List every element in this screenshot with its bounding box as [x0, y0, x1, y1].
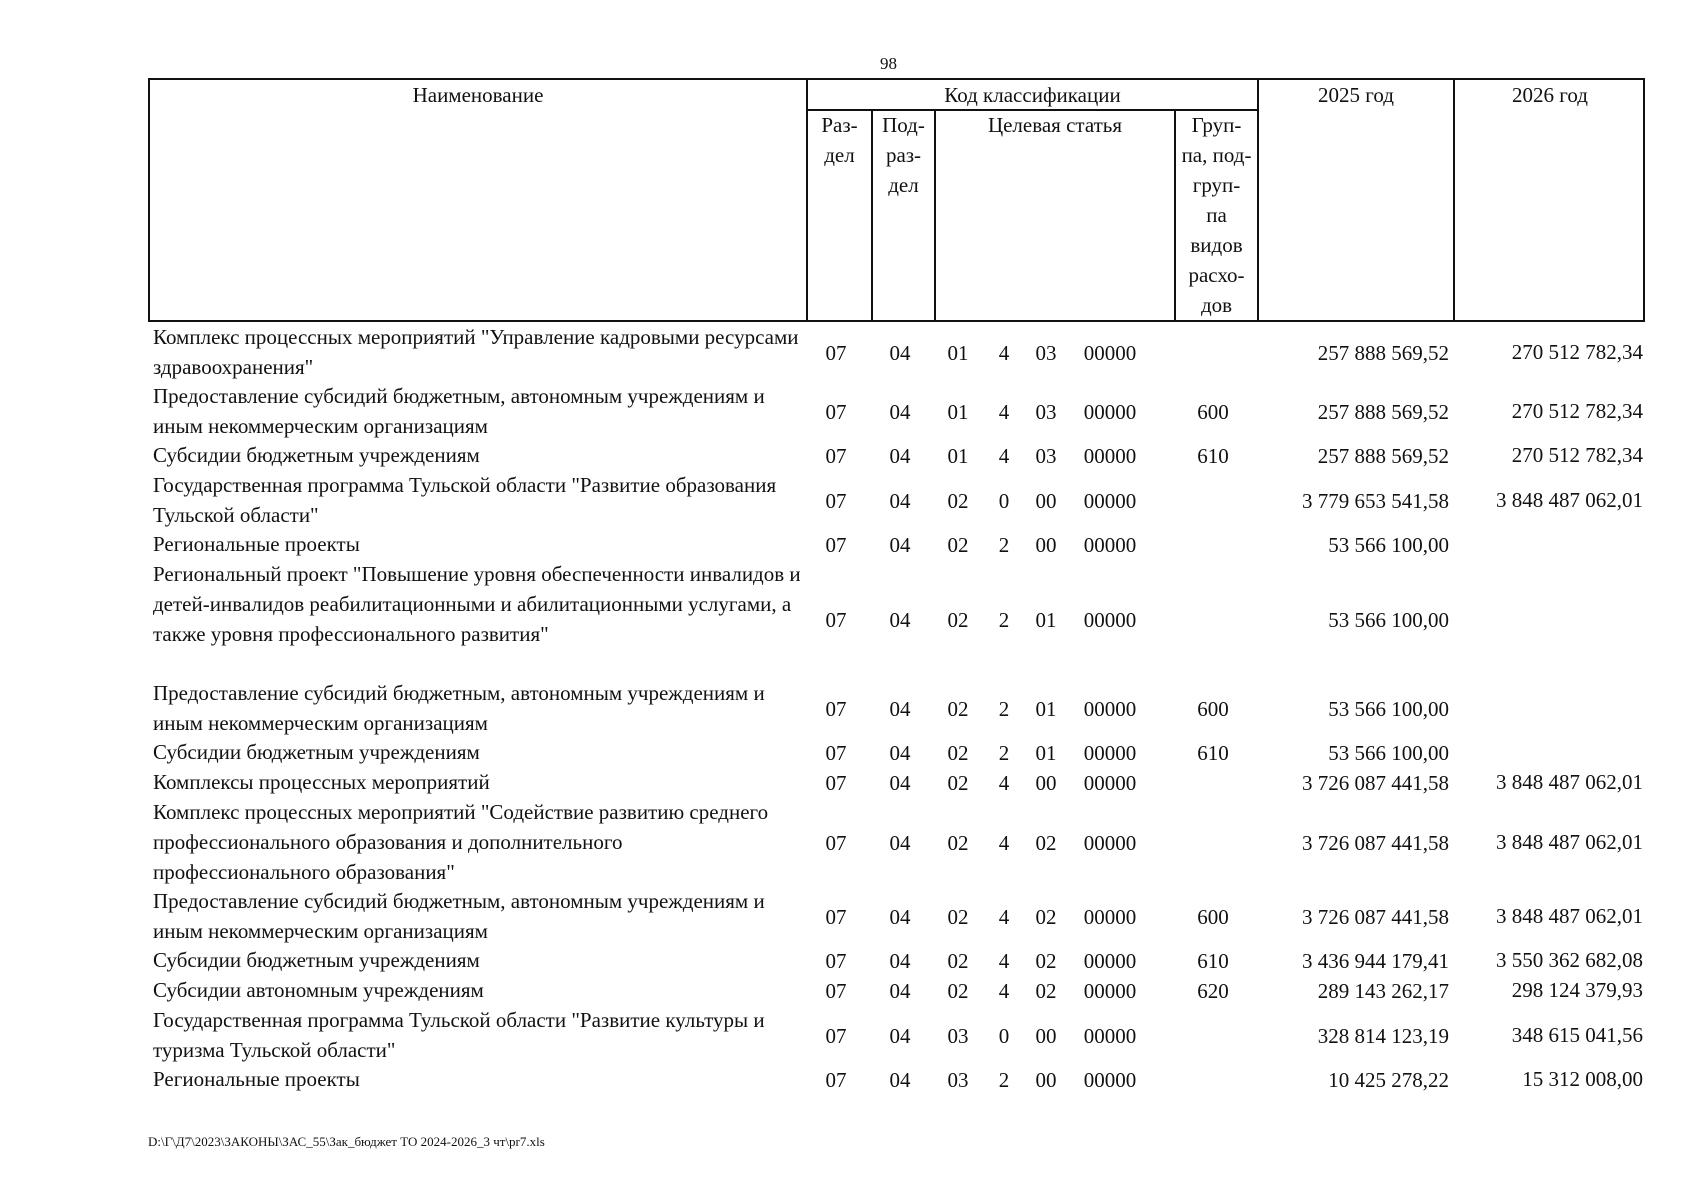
row-name: Субсидии бюджетным учреждениям: [153, 740, 480, 764]
table-row: [148, 470, 1645, 529]
row-code-t3: 00: [1035, 533, 1057, 557]
row-amount-2026: 3 550 362 682,08: [1496, 948, 1643, 972]
row-code-vr: 620: [1197, 979, 1229, 1003]
table-row: [148, 381, 1645, 440]
row-code-t1: 02: [947, 489, 969, 513]
row-amount-2026: 270 512 782,34: [1511, 340, 1643, 364]
row-code-t3: 01: [1035, 741, 1057, 765]
row-code-t3: 01: [1035, 697, 1057, 721]
row-name: Региональные проекты: [153, 532, 360, 556]
row-code-t4: 00000: [1083, 831, 1137, 855]
row-code-t1: 02: [947, 771, 969, 795]
row-code-pr: 04: [889, 608, 911, 632]
row-code-rz: 07: [825, 1024, 847, 1048]
divider: [934, 109, 936, 320]
row-code-pr: 04: [889, 697, 911, 721]
row-code-t1: 02: [947, 741, 969, 765]
header-razdel: Раз- дел: [821, 113, 858, 167]
divider: [1257, 80, 1259, 320]
page-number: 98: [880, 54, 897, 73]
row-code-t1: 03: [947, 1068, 969, 1092]
row-name: Предоставление субсидий бюджетным, автономным учреждениям и иным некоммерческим организациям: [153, 889, 765, 943]
row-name: Предоставление субсидий бюджетным, автономным учреждениям и иным некоммерческим организациям: [153, 384, 765, 438]
header-2026: 2026 год: [1512, 83, 1588, 107]
row-code-t3: 00: [1035, 771, 1057, 795]
row-code-pr: 04: [889, 533, 911, 557]
row-code-rz: 07: [825, 489, 847, 513]
row-amount-2026: 3 848 487 062,01: [1496, 770, 1643, 794]
table-row: [148, 737, 1645, 767]
row-code-t3: 03: [1035, 400, 1057, 424]
row-code-rz: 07: [825, 771, 847, 795]
row-code-vr: 600: [1197, 905, 1229, 929]
row-amount-2025: 257 888 569,52: [1317, 444, 1449, 468]
row-code-t4: 00000: [1083, 1024, 1137, 1048]
row-code-rz: 07: [825, 1068, 847, 1092]
row-name: Региональные проекты: [153, 1067, 360, 1091]
row-code-t1: 02: [947, 949, 969, 973]
row-code-t4: 00000: [1083, 741, 1137, 765]
row-amount-2025: 289 143 262,17: [1317, 979, 1449, 1003]
row-name: Государственная программа Тульской области "Развитие культуры и туризма Тульской области": [153, 1008, 765, 1062]
row-name: Комплекс процессных мероприятий "Содействие развитию среднего профессионального образования и дополнительного профессионального образования": [153, 800, 769, 884]
row-code-t4: 00000: [1083, 949, 1137, 973]
row-code-t4: 00000: [1083, 1068, 1137, 1092]
table-row: [148, 767, 1645, 797]
row-code-t2: 4: [998, 444, 1010, 468]
row-code-t4: 00000: [1083, 905, 1137, 929]
row-code-pr: 04: [889, 400, 911, 424]
row-code-pr: 04: [889, 979, 911, 1003]
table-row: [148, 1064, 1645, 1094]
row-code-pr: 04: [889, 341, 911, 365]
row-name: Субсидии автономным учреждениям: [153, 978, 484, 1002]
row-code-t4: 00000: [1083, 400, 1137, 424]
row-amount-2025: 10 425 278,22: [1328, 1068, 1449, 1092]
row-code-pr: 04: [889, 905, 911, 929]
row-code-vr: 610: [1197, 949, 1229, 973]
row-code-t2: 0: [998, 489, 1010, 513]
row-code-t1: 02: [947, 697, 969, 721]
table-row: [148, 797, 1645, 886]
row-name: Государственная программа Тульской области "Развитие образования Тульской области": [153, 473, 777, 527]
row-code-t1: 01: [947, 444, 969, 468]
header-name: Наименование: [412, 83, 544, 107]
row-amount-2025: 3 726 087 441,58: [1302, 831, 1449, 855]
row-amount-2025: 328 814 123,19: [1317, 1024, 1449, 1048]
header-2025: 2025 год: [1318, 83, 1394, 107]
row-code-t4: 00000: [1083, 979, 1137, 1003]
table-row: [148, 945, 1645, 975]
table-row: [148, 529, 1645, 559]
header-target-article: Целевая статья: [987, 113, 1123, 137]
row-code-t4: 00000: [1083, 444, 1137, 468]
row-code-pr: 04: [889, 949, 911, 973]
row-code-t2: 2: [998, 697, 1010, 721]
row-amount-2025: 3 726 087 441,58: [1302, 905, 1449, 929]
row-name: Региональный проект "Повышение уровня обеспеченности инвалидов и детей-инвалидов реабилитационными и абилитационными услугами, а также уровня профессионального развития": [153, 562, 801, 646]
row-code-pr: 04: [889, 489, 911, 513]
row-code-t3: 03: [1035, 341, 1057, 365]
table-row: [148, 440, 1645, 470]
header-expense-group: Груп- па, под- груп- па видов расхо- дов: [1181, 113, 1252, 317]
row-amount-2026: 298 124 379,93: [1511, 978, 1643, 1002]
row-code-t3: 00: [1035, 1068, 1057, 1092]
row-code-t3: 02: [1035, 979, 1057, 1003]
row-code-rz: 07: [825, 608, 847, 632]
file-path-footer: D:\Г\Д7\2023\ЗАКОНЫ\ЗАС_55\Зак_бюджет ТО 2024-2026_3 чт\pr7.xls: [148, 1134, 545, 1149]
table-row: [148, 322, 1645, 381]
row-code-rz: 07: [825, 341, 847, 365]
row-code-pr: 04: [889, 771, 911, 795]
row-code-pr: 04: [889, 444, 911, 468]
header-code-group: Код классификации: [944, 83, 1121, 107]
row-amount-2026: 3 848 487 062,01: [1496, 488, 1643, 512]
row-code-vr: 600: [1197, 697, 1229, 721]
row-code-rz: 07: [825, 949, 847, 973]
row-code-t1: 02: [947, 979, 969, 1003]
row-code-t3: 00: [1035, 489, 1057, 513]
row-amount-2025: 53 566 100,00: [1328, 697, 1449, 721]
row-amount-2025: 53 566 100,00: [1328, 608, 1449, 632]
row-code-t1: 02: [947, 831, 969, 855]
row-code-pr: 04: [889, 1024, 911, 1048]
row-code-vr: 610: [1197, 741, 1229, 765]
row-amount-2025: 53 566 100,00: [1328, 533, 1449, 557]
row-amount-2025: 53 566 100,00: [1328, 741, 1449, 765]
row-code-t4: 00000: [1083, 697, 1137, 721]
row-amount-2025: 257 888 569,52: [1317, 400, 1449, 424]
row-amount-2025: 3 436 944 179,41: [1302, 949, 1449, 973]
row-amount-2026: 270 512 782,34: [1511, 399, 1643, 423]
row-amount-2025: 3 726 087 441,58: [1302, 771, 1449, 795]
row-code-rz: 07: [825, 905, 847, 929]
row-code-t1: 03: [947, 1024, 969, 1048]
row-code-t1: 02: [947, 533, 969, 557]
row-code-t4: 00000: [1083, 771, 1137, 795]
row-code-t2: 4: [998, 831, 1010, 855]
row-code-t3: 02: [1035, 905, 1057, 929]
row-code-pr: 04: [889, 831, 911, 855]
row-code-rz: 07: [825, 979, 847, 1003]
row-code-t2: 4: [998, 979, 1010, 1003]
row-amount-2025: 257 888 569,52: [1317, 341, 1449, 365]
row-code-t3: 03: [1035, 444, 1057, 468]
row-code-rz: 07: [825, 697, 847, 721]
row-code-t3: 02: [1035, 949, 1057, 973]
row-code-t2: 2: [998, 533, 1010, 557]
row-code-pr: 04: [889, 741, 911, 765]
table-row: [148, 975, 1645, 1005]
row-code-t2: 2: [998, 741, 1010, 765]
table-row: [148, 678, 1645, 737]
table-row: [148, 886, 1645, 945]
row-code-t4: 00000: [1083, 341, 1137, 365]
row-amount-2026: 3 848 487 062,01: [1496, 904, 1643, 928]
divider: [1453, 80, 1455, 320]
row-code-vr: 600: [1197, 400, 1229, 424]
row-amount-2025: 3 779 653 541,58: [1302, 489, 1449, 513]
row-code-t1: 02: [947, 905, 969, 929]
row-code-t1: 02: [947, 608, 969, 632]
header-podrazdel: Под- раз- дел: [882, 113, 925, 197]
table-row: [148, 559, 1645, 678]
row-code-t2: 2: [998, 608, 1010, 632]
row-code-t1: 01: [947, 341, 969, 365]
row-name: Субсидии бюджетным учреждениям: [153, 948, 480, 972]
row-code-t3: 02: [1035, 831, 1057, 855]
row-code-t2: 4: [998, 949, 1010, 973]
row-code-t2: 4: [998, 905, 1010, 929]
row-code-t2: 4: [998, 771, 1010, 795]
row-name: Комплекс процессных мероприятий "Управление кадровыми ресурсами здравоохранения": [153, 325, 799, 379]
row-code-t4: 00000: [1083, 533, 1137, 557]
row-code-t3: 01: [1035, 608, 1057, 632]
table-header: [148, 78, 1645, 322]
row-code-t1: 01: [947, 400, 969, 424]
table-row: [148, 1005, 1645, 1064]
row-code-rz: 07: [825, 400, 847, 424]
row-amount-2026: 348 615 041,56: [1511, 1023, 1643, 1047]
row-code-t3: 00: [1035, 1024, 1057, 1048]
row-code-rz: 07: [825, 533, 847, 557]
row-code-pr: 04: [889, 1068, 911, 1092]
row-code-t2: 2: [998, 1068, 1010, 1092]
row-code-rz: 07: [825, 444, 847, 468]
row-amount-2026: 270 512 782,34: [1511, 443, 1643, 467]
row-amount-2026: 15 312 008,00: [1522, 1067, 1643, 1091]
row-code-t2: 0: [998, 1024, 1010, 1048]
row-code-t4: 00000: [1083, 489, 1137, 513]
row-code-t2: 4: [998, 341, 1010, 365]
row-name: Предоставление субсидий бюджетным, автономным учреждениям и иным некоммерческим организациям: [153, 681, 765, 735]
row-code-rz: 07: [825, 831, 847, 855]
row-name: Комплексы процессных мероприятий: [153, 770, 490, 794]
row-name: Субсидии бюджетным учреждениям: [153, 443, 480, 467]
row-code-rz: 07: [825, 741, 847, 765]
row-code-vr: 610: [1197, 444, 1229, 468]
row-code-t2: 4: [998, 400, 1010, 424]
row-amount-2026: 3 848 487 062,01: [1496, 830, 1643, 854]
row-code-t4: 00000: [1083, 608, 1137, 632]
